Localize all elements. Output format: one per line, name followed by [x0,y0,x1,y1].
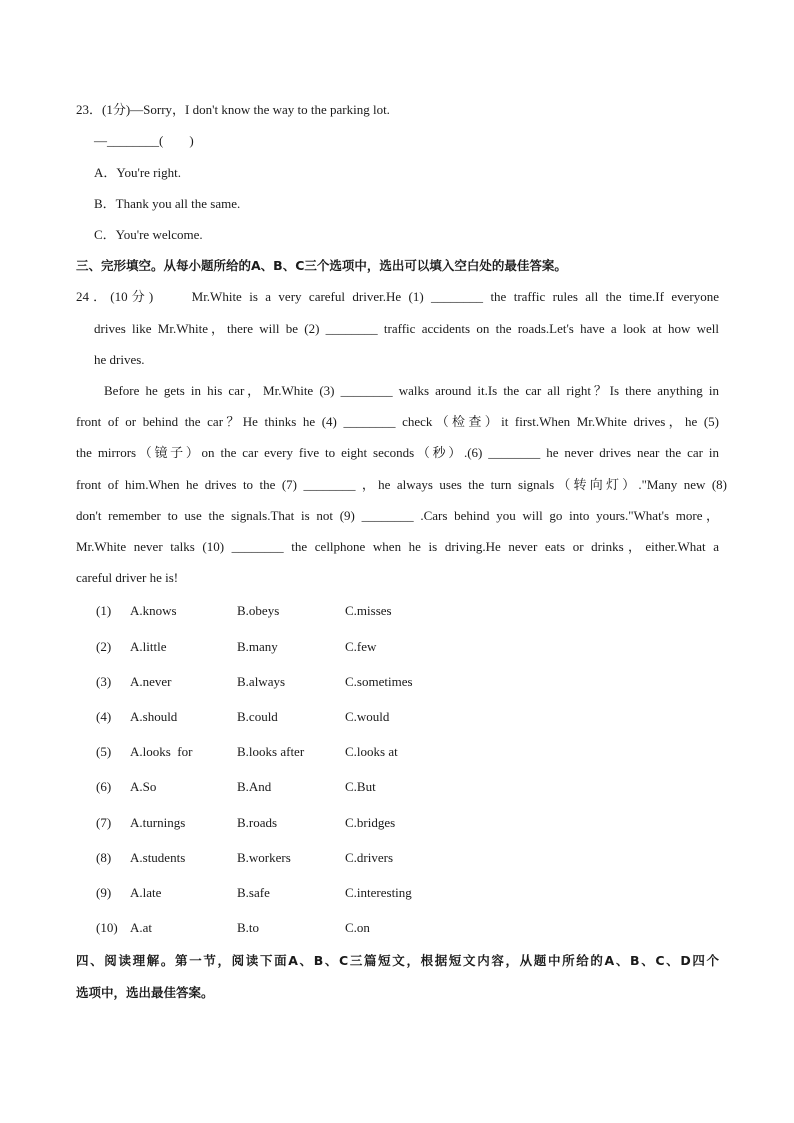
q23-option-c: C．You're welcome. [94,227,203,242]
choice-row [96,638,496,656]
choice-option-b: B.workers [237,850,291,865]
q23-stem: 23．(1分)—Sorry，I don't know the way to the parking lot. [76,102,390,117]
choice-option-a: A.looks for [130,744,193,759]
q24-passage-line: front of him.When he drives to the (7) ________ ，he always uses the turn signals（转向灯）."Many new (8) [76,477,727,492]
choice-number: (5) [96,744,112,759]
choice-row [96,919,496,937]
choice-option-b: B.many [237,639,278,654]
q24-passage-line: drives like Mr.White，there will be (2) ________ traffic accidents on the roads.Let's have a look at how well [94,321,719,336]
choice-row [96,849,496,867]
choice-option-c: C.misses [345,603,392,618]
choice-option-b: B.obeys [237,603,280,618]
choice-row [96,602,496,620]
choice-option-c: C.drivers [345,850,394,865]
q23-option-a: A．You're right. [94,165,181,180]
choice-row [96,708,496,726]
choice-option-a: A.never [130,674,172,689]
choice-option-a: A.late [130,885,162,900]
section4-heading: 四、阅读理解。第一节，阅读下面A、B、C三篇短文，根据短文内容，从题中所给的A、B、C、D四个 [76,953,719,968]
choice-option-c: C.few [345,639,377,654]
q23-reply-blank: —________( ) [94,133,194,148]
q24-passage-line: 24．(10分) Mr.White is a very careful driver.He (1) ________ the traffic rules all the time.If everyone [76,289,719,304]
choice-option-a: A.knows [130,603,177,618]
choice-option-a: A.So [130,779,157,794]
choice-option-c: C.sometimes [345,674,413,689]
choice-option-c: C.would [345,709,390,724]
choice-row [96,778,496,796]
choice-option-b: B.to [237,920,260,935]
choice-option-c: C.looks at [345,744,398,759]
section3-heading: 三、完形填空。从每小题所给的A、B、C三个选项中，选出可以填入空白处的最佳答案。 [76,258,567,273]
choice-number: (6) [96,779,112,794]
choice-option-a: A.students [130,850,186,865]
choice-option-b: B.always [237,674,286,689]
choice-option-b: B.looks after [237,744,305,759]
choice-number: (8) [96,850,112,865]
choice-number: (4) [96,709,112,724]
choice-number: (10) [96,920,118,935]
q24-passage-line: he drives. [94,352,145,367]
choice-option-c: C.But [345,779,376,794]
q24-passage-line: Before he gets in his car，Mr.White (3) ________ walks around it.Is the car all right？Is there anything in [104,383,719,398]
choice-number: (2) [96,639,112,654]
q24-passage-line: Mr.White never talks (10) ________ the cellphone when he is driving.He never eats or drinks，either.What a [76,539,719,554]
q24-passage-line: the mirrors（镜子）on the car every five to eight seconds（秒）.(6) ________ he never drives near the car in [76,445,719,460]
choice-option-a: A.should [130,709,178,724]
choice-option-c: C.interesting [345,885,412,900]
choice-option-b: B.roads [237,815,278,830]
choice-option-a: A.at [130,920,153,935]
choice-option-b: B.And [237,779,272,794]
q24-passage-line: front of or behind the car？He thinks he (4) ________ check（检查）it first.When Mr.White drives，he (5) [76,414,719,429]
choice-number: (7) [96,815,112,830]
q24-passage-line: don't remember to use the signals.That is not (9) ________ .Cars behind you will go into yours."What's more， [76,508,719,523]
choice-option-c: C.bridges [345,815,396,830]
q23-option-b: B．Thank you all the same. [94,196,241,211]
choice-number: (1) [96,603,112,618]
choice-option-a: A.little [130,639,167,654]
choice-number: (9) [96,885,112,900]
choice-option-b: B.safe [237,885,270,900]
choice-option-b: B.could [237,709,278,724]
choice-number: (3) [96,674,112,689]
choice-option-c: C.on [345,920,370,935]
choice-row [96,743,496,761]
choice-option-a: A.turnings [130,815,186,830]
section4-heading-cont: 选项中，选出最佳答案。 [76,985,214,1000]
choice-row [96,673,496,691]
choice-row [96,884,496,902]
q24-passage-line: careful driver he is! [76,570,179,585]
choice-row [96,814,496,832]
